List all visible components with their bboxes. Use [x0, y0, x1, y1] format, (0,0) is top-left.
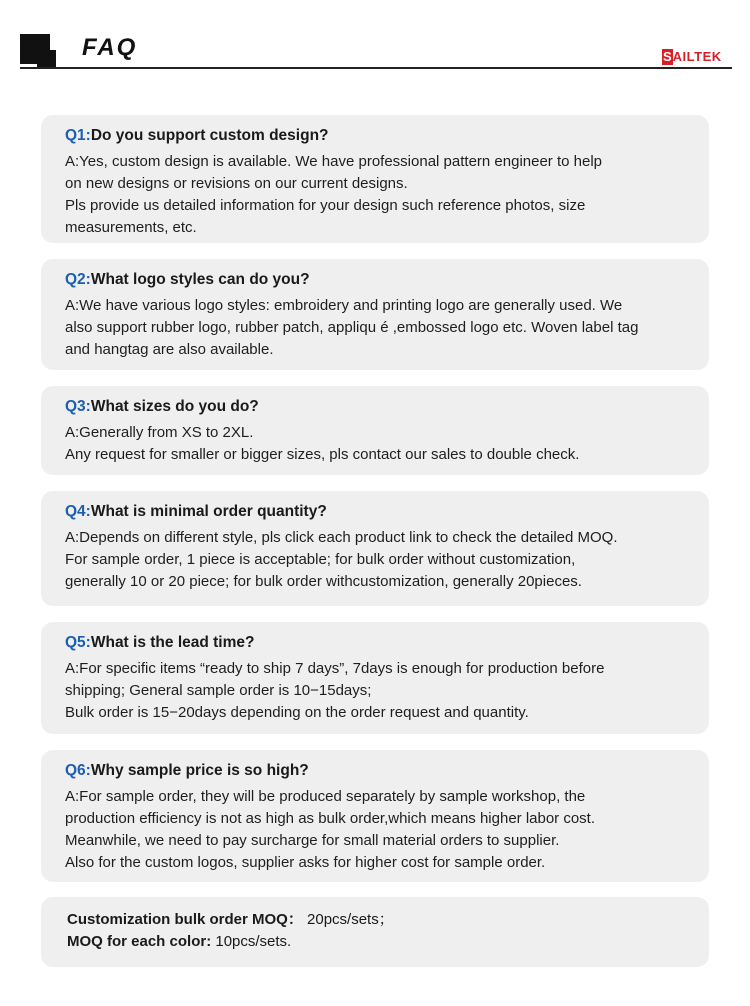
faq-number: Q6: [65, 762, 91, 779]
faq-answer: A:For specific items “ready to ship 7 days”, 7days is enough for production before shipping; General sample order is 10−15days; Bulk order is 15−20days depending on the order request and quantity. [65, 660, 605, 721]
faq-answer: A:Generally from XS to 2XL. Any request for smaller or bigger sizes, pls contact our sales to double check. [65, 424, 580, 463]
faq-question: Q6:Why sample price is so high? [65, 762, 309, 779]
faq-number: Q1: [65, 127, 91, 144]
faq-number: Q5: [65, 634, 91, 651]
moq-summary-card [41, 897, 709, 967]
faq-question: Q2:What logo styles can do you? [65, 271, 310, 288]
faq-question: Q4:What is minimal order quantity? [65, 503, 327, 520]
page-title: FAQ [82, 34, 138, 61]
faq-question: Q5:What is the lead time? [65, 634, 255, 651]
moq-color-line: MOQ for each color: 10pcs/sets. [67, 933, 292, 950]
header [0, 0, 750, 80]
header-divider [20, 67, 732, 69]
faq-answer: A:For sample order, they will be produced separately by sample workshop, the production efficiency is not as high as bulk order,which means higher labor cost. Meanwhile, we need to pay surcharge for small material orders to supplier. Also for the custom logos, supplier asks for higher cost for sample order. [65, 788, 596, 871]
faq-question: Q3:What sizes do you do? [65, 398, 259, 415]
faq-question: Q1:Do you support custom design? [65, 127, 329, 144]
faq-card-1 [41, 115, 709, 243]
moq-bulk-line: Customization bulk order MOQ： 20pcs/sets； [67, 911, 394, 928]
faq-card-5 [41, 622, 709, 734]
faq-card-6 [41, 750, 709, 882]
faq-number: Q2: [65, 271, 91, 288]
faq-answer: A:Yes, custom design is available. We have professional pattern engineer to help on new designs or revisions on our current designs. Pls provide us detailed information for your design such reference photos, size measurements, etc. [65, 153, 602, 236]
faq-card-2 [41, 259, 709, 370]
faq-answer: A:Depends on different style, pls click each product link to check the detailed MOQ. For sample order, 1 piece is acceptable; for bulk order without customization, generally 10 or 20 piece; for bulk order withcustomization, generally 20pieces. [65, 529, 618, 590]
faq-card-4 [41, 491, 709, 606]
brand-logo: S AILTEK [663, 49, 722, 64]
faq-answer: A:We have various logo styles: embroidery and printing logo are generally used. We also support rubber logo, rubber patch, appliqu é ,embossed logo etc. Woven label tag and hangtag are also available. [65, 297, 639, 358]
faq-number: Q4: [65, 503, 91, 520]
faq-number: Q3: [65, 398, 91, 415]
faq-card-3 [41, 386, 709, 475]
